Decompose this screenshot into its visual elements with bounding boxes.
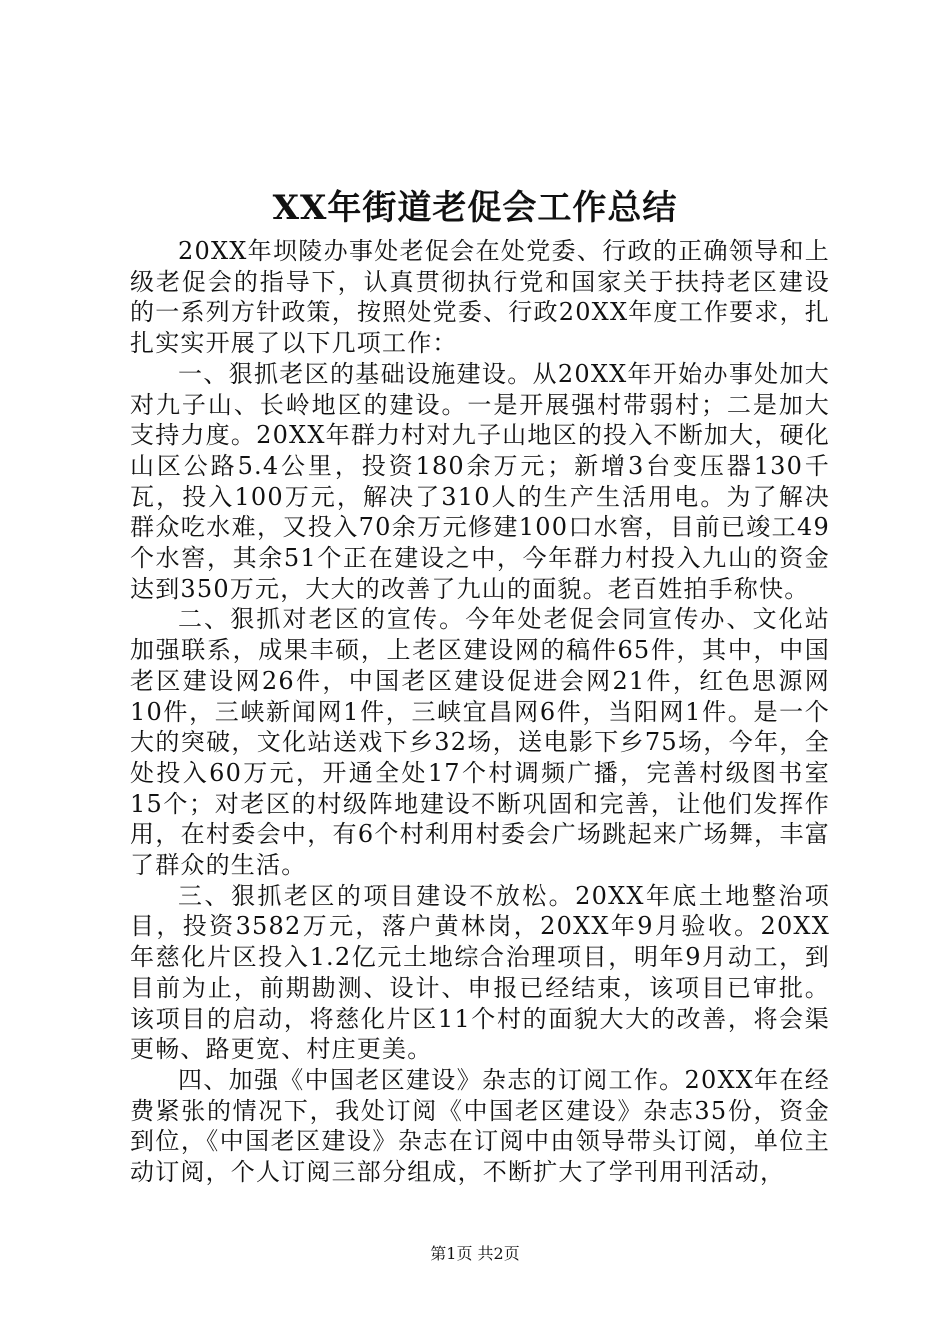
document-body: [130, 236, 830, 1188]
page-footer: 第1页 共2页: [430, 1244, 520, 1263]
paragraph-publicity: 二、狠抓对老区的宣传。今年处老促会同宣传办、文化站加强联系，成果丰硕，上老区建设网的稿件65件，其中，中国老区建设网26件，中国老区建设促进会网21件，红色思源网10件，三峡新闻网1件，三峡宜昌网6件，当阳网1件。是一个大的突破，文化站送戏下乡32场，送电影下乡75场，今年，全处投入60万元，开通全处17个村调频广播，完善村级图书室15个；对老区的村级阵地建设不断巩固和完善，让他们发挥作用，在村委会中，有6个村利用村委会广场跳起来广场舞，丰富了群众的生活。: [130, 605, 830, 880]
document-title: XX年街道老促会工作总结: [272, 188, 678, 228]
paragraph-projects: 三、狠抓老区的项目建设不放松。20XX年底土地整治项目，投资3582万元，落户黄林岗，20XX年9月验收。20XX年慈化片区投入1.2亿元土地综合治理项目，明年9月动工，到目前为止，前期勘测、设计、申报已经结束，该项目已审批。该项目的启动，将慈化片区11个村的面貌大大的改善，将会渠更畅、路更宽、村庄更美。: [130, 881, 830, 1064]
paragraph-magazine: 四、加强《中国老区建设》杂志的订阅工作。20XX年在经费紧张的情况下，我处订阅《中国老区建设》杂志35份，资金到位，《中国老区建设》杂志在订阅中由领导带头订阅，单位主动订阅，个人订阅三部分组成，不断扩大了学刊用刊活动，: [130, 1065, 830, 1187]
paragraph-intro: 20XX年坝陵办事处老促会在处党委、行政的正确领导和上级老促会的指导下，认真贯彻执行党和国家关于扶持老区建设的一系列方针政策，按照处党委、行政20XX年度工作要求，扎扎实实开展了以下几项工作：: [130, 237, 830, 358]
paragraph-infrastructure: 一、狠抓老区的基础设施建设。从20XX年开始办事处加大对九子山、长岭地区的建设。一是开展强村带弱村；二是加大支持力度。20XX年群力村对九子山地区的投入不断加大，硬化山区公路5.4公里，投资180余万元；新增3台变压器130千瓦，投入100万元，解决了310人的生产生活用电。为了解决群众吃水难，又投入70余万元修建100口水窖，目前已竣工49个水窖，其余51个正在建设之中，今年群力村投入九山的资金达到350万元，大大的改善了九山的面貌。老百姓拍手称快。: [130, 359, 830, 603]
